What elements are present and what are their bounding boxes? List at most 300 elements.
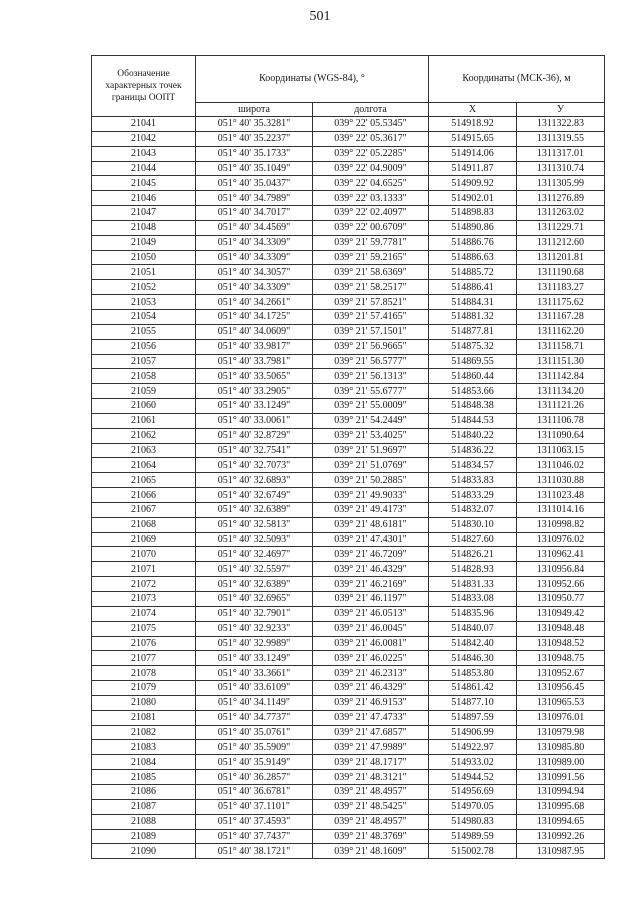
table-row [92, 339, 605, 354]
y-cell: 1310948.48 [517, 621, 605, 636]
x-cell: 514884.31 [429, 295, 517, 310]
latitude-cell: 051° 40' 33.2905" [196, 384, 313, 399]
latitude-cell: 051° 40' 32.5597" [196, 562, 313, 577]
x-cell: 514835.96 [429, 606, 517, 621]
header-x: X [429, 103, 517, 117]
point-id-cell: 21070 [92, 547, 196, 562]
table-row [92, 606, 605, 621]
longitude-cell: 039° 21' 57.8521" [313, 295, 429, 310]
point-id-cell: 21065 [92, 473, 196, 488]
table-row [92, 280, 605, 295]
header-longitude: долгота [313, 103, 429, 117]
point-id-cell: 21073 [92, 592, 196, 607]
x-cell: 514956.69 [429, 784, 517, 799]
latitude-cell: 051° 40' 32.6893" [196, 473, 313, 488]
longitude-cell: 039° 21' 46.0045" [313, 621, 429, 636]
longitude-cell: 039° 21' 55.6777" [313, 384, 429, 399]
x-cell: 514828.93 [429, 562, 517, 577]
x-cell: 514846.30 [429, 651, 517, 666]
x-cell: 514980.83 [429, 814, 517, 829]
point-id-cell: 21081 [92, 710, 196, 725]
longitude-cell: 039° 21' 50.2885" [313, 473, 429, 488]
y-cell: 1310962.41 [517, 547, 605, 562]
header-latitude: широта [196, 103, 313, 117]
longitude-cell: 039° 22' 02.4097" [313, 206, 429, 221]
longitude-cell: 039° 21' 46.7209" [313, 547, 429, 562]
x-cell: 514833.83 [429, 473, 517, 488]
point-id-cell: 21071 [92, 562, 196, 577]
x-cell: 514830.10 [429, 517, 517, 532]
table-row [92, 844, 605, 859]
x-cell: 514831.33 [429, 577, 517, 592]
y-cell: 1311310.74 [517, 161, 605, 176]
x-cell: 514922.97 [429, 740, 517, 755]
table-row [92, 384, 605, 399]
point-id-cell: 21049 [92, 235, 196, 250]
latitude-cell: 051° 40' 34.3057" [196, 265, 313, 280]
y-cell: 1311322.83 [517, 117, 605, 132]
longitude-cell: 039° 22' 05.2285" [313, 146, 429, 161]
table-row [92, 220, 605, 235]
y-cell: 1311106.78 [517, 413, 605, 428]
longitude-cell: 039° 21' 47.6857" [313, 725, 429, 740]
y-cell: 1311030.88 [517, 473, 605, 488]
longitude-cell: 039° 22' 03.1333" [313, 191, 429, 206]
point-id-cell: 21086 [92, 784, 196, 799]
y-cell: 1310952.66 [517, 577, 605, 592]
latitude-cell: 051° 40' 32.7073" [196, 458, 313, 473]
x-cell: 514840.07 [429, 621, 517, 636]
point-id-cell: 21087 [92, 799, 196, 814]
x-cell: 514898.83 [429, 206, 517, 221]
table-row [92, 666, 605, 681]
point-id-cell: 21066 [92, 488, 196, 503]
table-row [92, 428, 605, 443]
y-cell: 1310956.45 [517, 681, 605, 696]
point-id-cell: 21056 [92, 339, 196, 354]
x-cell: 514840.22 [429, 428, 517, 443]
point-id-cell: 21069 [92, 532, 196, 547]
latitude-cell: 051° 40' 34.3309" [196, 280, 313, 295]
point-id-cell: 21052 [92, 280, 196, 295]
point-id-cell: 21082 [92, 725, 196, 740]
latitude-cell: 051° 40' 33.7981" [196, 354, 313, 369]
latitude-cell: 051° 40' 34.3309" [196, 235, 313, 250]
latitude-cell: 051° 40' 34.7737" [196, 710, 313, 725]
point-id-cell: 21061 [92, 413, 196, 428]
x-cell: 514886.63 [429, 250, 517, 265]
longitude-cell: 039° 21' 49.4173" [313, 502, 429, 517]
longitude-cell: 039° 21' 46.4329" [313, 562, 429, 577]
y-cell: 1311162.20 [517, 324, 605, 339]
longitude-cell: 039° 21' 49.9033" [313, 488, 429, 503]
point-id-cell: 21072 [92, 577, 196, 592]
longitude-cell: 039° 21' 48.1717" [313, 755, 429, 770]
longitude-cell: 039° 21' 46.0513" [313, 606, 429, 621]
y-cell: 1311175.62 [517, 295, 605, 310]
table-row [92, 206, 605, 221]
table-row [92, 814, 605, 829]
table-row [92, 473, 605, 488]
point-id-cell: 21067 [92, 502, 196, 517]
y-cell: 1311317.01 [517, 146, 605, 161]
x-cell: 514918.92 [429, 117, 517, 132]
table-row [92, 592, 605, 607]
latitude-cell: 051° 40' 32.9989" [196, 636, 313, 651]
y-cell: 1310952.67 [517, 666, 605, 681]
latitude-cell: 051° 40' 34.1149" [196, 695, 313, 710]
latitude-cell: 051° 40' 32.5093" [196, 532, 313, 547]
longitude-cell: 039° 21' 48.4957" [313, 784, 429, 799]
latitude-cell: 051° 40' 33.6109" [196, 681, 313, 696]
x-cell: 514906.99 [429, 725, 517, 740]
point-id-cell: 21090 [92, 844, 196, 859]
y-cell: 1311023.48 [517, 488, 605, 503]
y-cell: 1311158.71 [517, 339, 605, 354]
longitude-cell: 039° 21' 46.9153" [313, 695, 429, 710]
latitude-cell: 051° 40' 35.0437" [196, 176, 313, 191]
longitude-cell: 039° 21' 46.0081" [313, 636, 429, 651]
point-id-cell: 21044 [92, 161, 196, 176]
latitude-cell: 051° 40' 36.6781" [196, 784, 313, 799]
point-id-cell: 21041 [92, 117, 196, 132]
x-cell: 514881.32 [429, 309, 517, 324]
header-msk36: Координаты (МСК-36), м [429, 56, 605, 103]
y-cell: 1311305.99 [517, 176, 605, 191]
y-cell: 1311276.89 [517, 191, 605, 206]
latitude-cell: 051° 40' 35.3281" [196, 117, 313, 132]
y-cell: 1310991.56 [517, 770, 605, 785]
x-cell: 514877.10 [429, 695, 517, 710]
table-row [92, 413, 605, 428]
latitude-cell: 051° 40' 37.4593" [196, 814, 313, 829]
longitude-cell: 039° 21' 56.9665" [313, 339, 429, 354]
y-cell: 1310976.02 [517, 532, 605, 547]
point-id-cell: 21080 [92, 695, 196, 710]
point-id-cell: 21089 [92, 829, 196, 844]
y-cell: 1310948.52 [517, 636, 605, 651]
table-row [92, 369, 605, 384]
table-row [92, 131, 605, 146]
latitude-cell: 051° 40' 32.6389" [196, 502, 313, 517]
latitude-cell: 051° 40' 34.7989" [196, 191, 313, 206]
header-wgs84: Координаты (WGS-84), ° [196, 56, 429, 103]
table-row [92, 710, 605, 725]
longitude-cell: 039° 21' 59.2165" [313, 250, 429, 265]
point-id-cell: 21053 [92, 295, 196, 310]
latitude-cell: 051° 40' 33.1249" [196, 651, 313, 666]
y-cell: 1311121.26 [517, 399, 605, 414]
y-cell: 1310985.80 [517, 740, 605, 755]
latitude-cell: 051° 40' 32.6749" [196, 488, 313, 503]
x-cell: 514970.05 [429, 799, 517, 814]
header-point-id: Обозначение характерных точек границы ООПТ [92, 56, 196, 117]
table-row [92, 755, 605, 770]
latitude-cell: 051° 40' 34.4569" [196, 220, 313, 235]
y-cell: 1311151.30 [517, 354, 605, 369]
point-id-cell: 21064 [92, 458, 196, 473]
page-number: 501 [309, 9, 331, 24]
point-id-cell: 21043 [92, 146, 196, 161]
point-id-cell: 21046 [92, 191, 196, 206]
longitude-cell: 039° 21' 58.2517" [313, 280, 429, 295]
longitude-cell: 039° 21' 46.2313" [313, 666, 429, 681]
x-cell: 514833.08 [429, 592, 517, 607]
y-cell: 1310994.65 [517, 814, 605, 829]
x-cell: 514848.38 [429, 399, 517, 414]
y-cell: 1311090.64 [517, 428, 605, 443]
table-row [92, 295, 605, 310]
latitude-cell: 051° 40' 34.1725" [196, 309, 313, 324]
x-cell: 514869.55 [429, 354, 517, 369]
longitude-cell: 039° 21' 48.4957" [313, 814, 429, 829]
point-id-cell: 21051 [92, 265, 196, 280]
longitude-cell: 039° 21' 51.0769" [313, 458, 429, 473]
longitude-cell: 039° 21' 59.7781" [313, 235, 429, 250]
table-row [92, 354, 605, 369]
table-row [92, 309, 605, 324]
table-row [92, 265, 605, 280]
point-id-cell: 21048 [92, 220, 196, 235]
table-row [92, 443, 605, 458]
table-row [92, 161, 605, 176]
latitude-cell: 051° 40' 32.6389" [196, 577, 313, 592]
point-id-cell: 21077 [92, 651, 196, 666]
table-row [92, 191, 605, 206]
longitude-cell: 039° 22' 05.3617" [313, 131, 429, 146]
y-cell: 1310956.84 [517, 562, 605, 577]
point-id-cell: 21060 [92, 399, 196, 414]
table-row [92, 621, 605, 636]
y-cell: 1310950.77 [517, 592, 605, 607]
longitude-cell: 039° 21' 48.6181" [313, 517, 429, 532]
table-row [92, 695, 605, 710]
table-row [92, 784, 605, 799]
latitude-cell: 051° 40' 32.8729" [196, 428, 313, 443]
y-cell: 1311046.02 [517, 458, 605, 473]
latitude-cell: 051° 40' 37.1101" [196, 799, 313, 814]
latitude-cell: 051° 40' 32.7541" [196, 443, 313, 458]
longitude-cell: 039° 21' 46.2169" [313, 577, 429, 592]
table-row [92, 458, 605, 473]
latitude-cell: 051° 40' 33.3661" [196, 666, 313, 681]
latitude-cell: 051° 40' 32.4697" [196, 547, 313, 562]
latitude-cell: 051° 40' 33.1249" [196, 399, 313, 414]
latitude-cell: 051° 40' 32.5813" [196, 517, 313, 532]
point-id-cell: 21078 [92, 666, 196, 681]
x-cell: 514826.21 [429, 547, 517, 562]
latitude-cell: 051° 40' 35.5909" [196, 740, 313, 755]
latitude-cell: 051° 40' 34.3309" [196, 250, 313, 265]
longitude-cell: 039° 22' 04.9009" [313, 161, 429, 176]
y-cell: 1310965.53 [517, 695, 605, 710]
point-id-cell: 21074 [92, 606, 196, 621]
table-row [92, 117, 605, 132]
x-cell: 514911.87 [429, 161, 517, 176]
x-cell: 514915.65 [429, 131, 517, 146]
x-cell: 514886.76 [429, 235, 517, 250]
point-id-cell: 21088 [92, 814, 196, 829]
table-row [92, 562, 605, 577]
table-row [92, 176, 605, 191]
longitude-cell: 039° 21' 55.0009" [313, 399, 429, 414]
table-row [92, 146, 605, 161]
x-cell: 514897.59 [429, 710, 517, 725]
latitude-cell: 051° 40' 34.7017" [196, 206, 313, 221]
table-row [92, 740, 605, 755]
y-cell: 1311134.20 [517, 384, 605, 399]
longitude-cell: 039° 21' 48.3769" [313, 829, 429, 844]
y-cell: 1310976.01 [517, 710, 605, 725]
table-row [92, 502, 605, 517]
longitude-cell: 039° 21' 57.4165" [313, 309, 429, 324]
x-cell: 514933.02 [429, 755, 517, 770]
latitude-cell: 051° 40' 32.7901" [196, 606, 313, 621]
table-row [92, 681, 605, 696]
y-cell: 1310979.98 [517, 725, 605, 740]
latitude-cell: 051° 40' 35.1733" [196, 146, 313, 161]
point-id-cell: 21054 [92, 309, 196, 324]
y-cell: 1310987.95 [517, 844, 605, 859]
x-cell: 514861.42 [429, 681, 517, 696]
y-cell: 1310998.82 [517, 517, 605, 532]
longitude-cell: 039° 22' 04.6525" [313, 176, 429, 191]
longitude-cell: 039° 21' 48.3121" [313, 770, 429, 785]
point-id-cell: 21042 [92, 131, 196, 146]
point-id-cell: 21083 [92, 740, 196, 755]
table-row [92, 770, 605, 785]
y-cell: 1311319.55 [517, 131, 605, 146]
y-cell: 1311212.60 [517, 235, 605, 250]
latitude-cell: 051° 40' 32.9233" [196, 621, 313, 636]
x-cell: 514989.59 [429, 829, 517, 844]
x-cell: 514833.29 [429, 488, 517, 503]
point-id-cell: 21075 [92, 621, 196, 636]
x-cell: 514853.66 [429, 384, 517, 399]
table-row [92, 829, 605, 844]
longitude-cell: 039° 22' 00.6709" [313, 220, 429, 235]
y-cell: 1310949.42 [517, 606, 605, 621]
y-cell: 1310992.26 [517, 829, 605, 844]
longitude-cell: 039° 21' 48.1609" [313, 844, 429, 859]
latitude-cell: 051° 40' 36.2857" [196, 770, 313, 785]
point-id-cell: 21058 [92, 369, 196, 384]
y-cell: 1310948.75 [517, 651, 605, 666]
table-row [92, 488, 605, 503]
y-cell: 1311014.16 [517, 502, 605, 517]
latitude-cell: 051° 40' 33.0061" [196, 413, 313, 428]
latitude-cell: 051° 40' 37.7437" [196, 829, 313, 844]
latitude-cell: 051° 40' 32.6965" [196, 592, 313, 607]
x-cell: 514877.81 [429, 324, 517, 339]
longitude-cell: 039° 21' 47.9989" [313, 740, 429, 755]
x-cell: 514944.52 [429, 770, 517, 785]
point-id-cell: 21055 [92, 324, 196, 339]
longitude-cell: 039° 21' 48.5425" [313, 799, 429, 814]
point-id-cell: 21084 [92, 755, 196, 770]
point-id-cell: 21045 [92, 176, 196, 191]
table-row [92, 799, 605, 814]
y-cell: 1310989.00 [517, 755, 605, 770]
x-cell: 514853.80 [429, 666, 517, 681]
y-cell: 1311167.28 [517, 309, 605, 324]
table-row [92, 532, 605, 547]
x-cell: 514886.41 [429, 280, 517, 295]
longitude-cell: 039° 21' 47.4301" [313, 532, 429, 547]
y-cell: 1310995.68 [517, 799, 605, 814]
longitude-cell: 039° 21' 46.4329" [313, 681, 429, 696]
longitude-cell: 039° 21' 47.4733" [313, 710, 429, 725]
longitude-cell: 039° 21' 46.0225" [313, 651, 429, 666]
coordinates-table [91, 55, 605, 859]
y-cell: 1310994.94 [517, 784, 605, 799]
point-id-cell: 21062 [92, 428, 196, 443]
y-cell: 1311263.02 [517, 206, 605, 221]
x-cell: 514832.07 [429, 502, 517, 517]
x-cell: 514844.53 [429, 413, 517, 428]
longitude-cell: 039° 21' 54.2449" [313, 413, 429, 428]
y-cell: 1311201.81 [517, 250, 605, 265]
table-body [92, 117, 605, 859]
table-row [92, 324, 605, 339]
point-id-cell: 21047 [92, 206, 196, 221]
x-cell: 514860.44 [429, 369, 517, 384]
latitude-cell: 051° 40' 33.5065" [196, 369, 313, 384]
x-cell: 514827.60 [429, 532, 517, 547]
longitude-cell: 039° 21' 56.1313" [313, 369, 429, 384]
x-cell: 514914.06 [429, 146, 517, 161]
x-cell: 514909.92 [429, 176, 517, 191]
point-id-cell: 21068 [92, 517, 196, 532]
point-id-cell: 21059 [92, 384, 196, 399]
point-id-cell: 21057 [92, 354, 196, 369]
latitude-cell: 051° 40' 34.2661" [196, 295, 313, 310]
x-cell: 514842.40 [429, 636, 517, 651]
table-row [92, 250, 605, 265]
x-cell: 514890.86 [429, 220, 517, 235]
latitude-cell: 051° 40' 35.0761" [196, 725, 313, 740]
point-id-cell: 21079 [92, 681, 196, 696]
x-cell: 514885.72 [429, 265, 517, 280]
latitude-cell: 051° 40' 35.2237" [196, 131, 313, 146]
latitude-cell: 051° 40' 33.9817" [196, 339, 313, 354]
table-row [92, 725, 605, 740]
x-cell: 514834.57 [429, 458, 517, 473]
x-cell: 515002.78 [429, 844, 517, 859]
latitude-cell: 051° 40' 38.1721" [196, 844, 313, 859]
y-cell: 1311183.27 [517, 280, 605, 295]
table-row [92, 577, 605, 592]
header-y: У [517, 103, 605, 117]
longitude-cell: 039° 21' 56.5777" [313, 354, 429, 369]
latitude-cell: 051° 40' 35.9149" [196, 755, 313, 770]
point-id-cell: 21050 [92, 250, 196, 265]
y-cell: 1311142.84 [517, 369, 605, 384]
y-cell: 1311190.68 [517, 265, 605, 280]
table-row [92, 517, 605, 532]
latitude-cell: 051° 40' 35.1049" [196, 161, 313, 176]
longitude-cell: 039° 21' 53.4025" [313, 428, 429, 443]
y-cell: 1311229.71 [517, 220, 605, 235]
table-row [92, 547, 605, 562]
latitude-cell: 051° 40' 34.0609" [196, 324, 313, 339]
x-cell: 514902.01 [429, 191, 517, 206]
x-cell: 514875.32 [429, 339, 517, 354]
y-cell: 1311063.15 [517, 443, 605, 458]
longitude-cell: 039° 21' 46.1197" [313, 592, 429, 607]
point-id-cell: 21063 [92, 443, 196, 458]
longitude-cell: 039° 22' 05.5345" [313, 117, 429, 132]
